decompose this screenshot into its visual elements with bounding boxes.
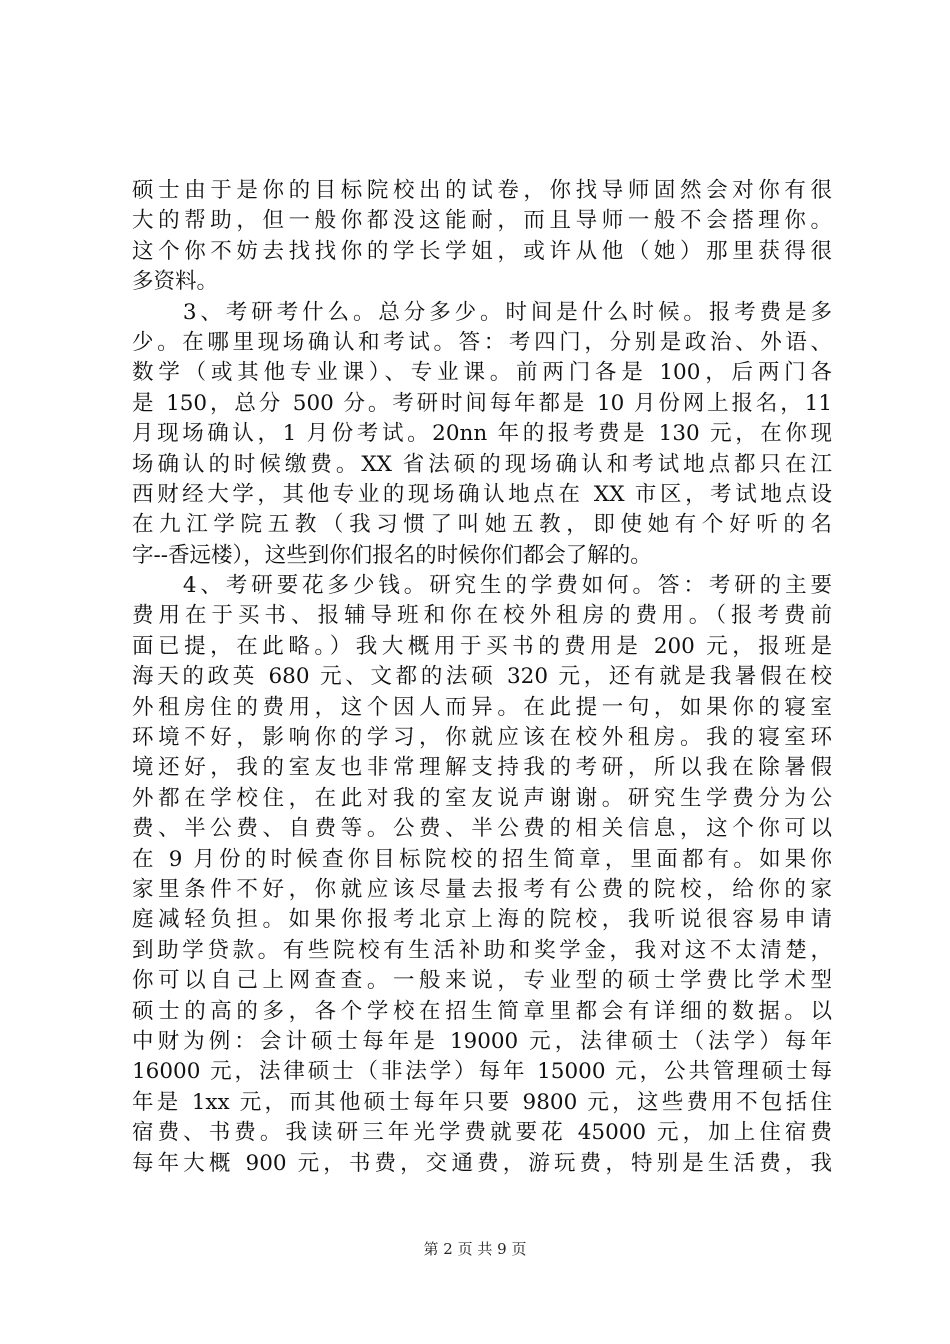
text-line: 西财经大学，其他专业的现场确认地点在 XX 市区，考试地点设 bbox=[132, 481, 832, 507]
text-line: 外都在学校住，在此对我的室友说声谢谢。研究生学费分为公 bbox=[132, 785, 832, 811]
page-number-footer: 第 2 页 共 9 页 bbox=[423, 1240, 527, 1258]
text-line: 费用在于买书、报辅导班和你在校外租房的费用。（报考费前 bbox=[132, 603, 832, 629]
text-line: 4、考研要花多少钱。研究生的学费如何。答：考研的主要 bbox=[132, 573, 832, 599]
text-line: 面已提，在此略。）我大概用于买书的费用是 200 元，报班是 bbox=[132, 633, 832, 659]
text-line: 中财为例：会计硕士每年是 19000 元，法律硕士（法学）每年 bbox=[132, 1028, 832, 1054]
text-line: 庭减轻负担。如果你报考北京上海的院校，我听说很容易申请 bbox=[132, 907, 832, 933]
document-body bbox=[132, 176, 832, 1179]
paragraph-1 bbox=[132, 176, 832, 298]
text-line: 字--香远楼），这些到你们报名的时候你们都会了解的。 bbox=[132, 542, 652, 568]
text-line: 数学（或其他专业课）、专业课。前两门各是 100，后两门各 bbox=[132, 360, 832, 386]
text-line: 场确认的时候缴费。XX 省法硕的现场确认和考试地点都只在江 bbox=[132, 451, 832, 477]
text-line: 费、半公费、自费等。公费、半公费的相关信息，这个你可以 bbox=[132, 816, 832, 842]
text-line: 年是 1xx 元，而其他硕士每年只要 9800 元，这些费用不包括住 bbox=[132, 1089, 832, 1115]
text-line: 境还好，我的室友也非常理解支持我的考研，所以我在除暑假 bbox=[132, 755, 832, 781]
text-line: 宿费、书费。我读研三年光学费就要花 45000 元，加上住宿费 bbox=[132, 1120, 832, 1146]
text-line: 3、考研考什么。总分多少。时间是什么时候。报考费是多 bbox=[132, 299, 832, 325]
text-line: 硕士由于是你的目标院校出的试卷，你找导师固然会对你有很 bbox=[132, 178, 832, 203]
text-line: 在 9 月份的时候查你目标院校的招生简章，里面都有。如果你 bbox=[132, 846, 832, 872]
text-line: 少。在哪里现场确认和考试。答：考四门，分别是政治、外语、 bbox=[132, 329, 832, 355]
text-line: 外租房住的费用，这个因人而异。在此提一句，如果你的寝室 bbox=[132, 694, 832, 720]
text-line: 16000 元，法律硕士（非法学）每年 15000 元，公共管理硕士每 bbox=[132, 1059, 832, 1085]
text-line: 你可以自己上网查查。一般来说，专业型的硕士学费比学术型 bbox=[132, 968, 832, 994]
text-line: 大的帮助，但一般你都没这能耐，而且导师一般不会搭理你。 bbox=[132, 208, 832, 234]
paragraph-3 bbox=[132, 571, 832, 1179]
text-line: 家里条件不好，你就应该尽量去报考有公费的院校，给你的家 bbox=[132, 876, 832, 902]
text-line: 这个你不妨去找找你的学长学姐，或许从他（她）那里获得很 bbox=[132, 238, 832, 264]
text-line: 多资料。 bbox=[132, 269, 219, 295]
text-line: 是 150，总分 500 分。考研时间每年都是 10 月份网上报名，11 bbox=[132, 390, 832, 416]
text-line: 硕士的高的多，各个学校在招生简章里都会有详细的数据。以 bbox=[132, 998, 832, 1024]
text-line: 月现场确认，1 月份考试。20nn 年的报考费是 130 元，在你现 bbox=[132, 421, 832, 447]
paragraph-2 bbox=[132, 298, 832, 572]
text-line: 每年大概 900 元，书费，交通费，游玩费，特别是生活费，我 bbox=[132, 1150, 832, 1176]
text-line: 到助学贷款。有些院校有生活补助和奖学金，我对这不太清楚， bbox=[132, 937, 832, 963]
text-line: 在九江学院五教（我习惯了叫她五教，即使她有个好听的名 bbox=[132, 512, 832, 538]
text-line: 海天的政英 680 元、文都的法硕 320 元，还有就是我暑假在校 bbox=[132, 664, 832, 690]
text-line: 环境不好，影响你的学习，你就应该在校外租房。我的寝室环 bbox=[132, 725, 832, 751]
